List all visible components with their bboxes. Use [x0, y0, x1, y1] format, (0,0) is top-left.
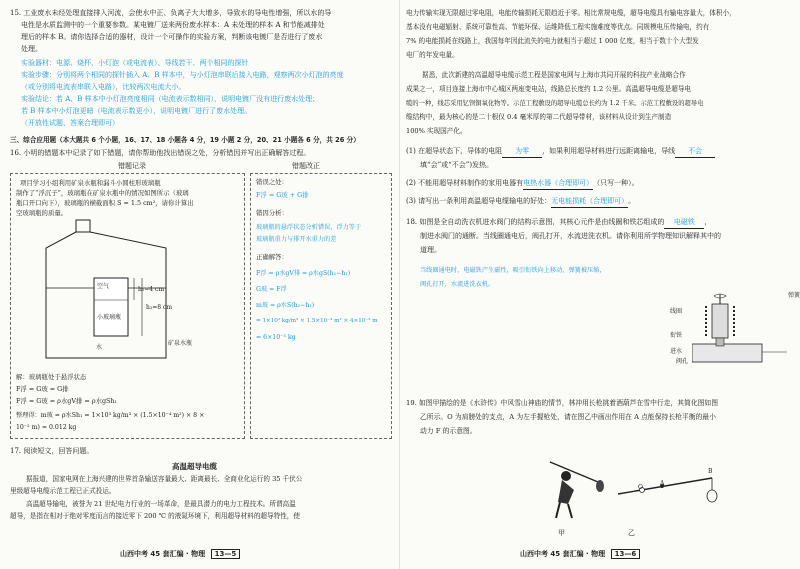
right-footer [520, 549, 640, 559]
cartesian-diver-diagram [16, 218, 241, 363]
q15-line-3: 理后的样本 B。请你选择合适的器材，设计一个可操作的实验方案，判断该电镀厂是否进行了废水 [21, 33, 323, 41]
section-3-title: 三、综合应用题（本大题共 6 个小题，16、17、18 小题各 4 分，19 小题 2 分，20、21 小题各 6 分，共 26 分） [10, 136, 360, 144]
q15-answer-3: （或分别将电流表串联入电路），比较两次电流大小。 [21, 83, 186, 91]
q17-stem: 17. 阅读短文，回答问题。 [10, 447, 94, 455]
valve-label-inlet: 进水 [670, 348, 683, 355]
right-footer-title: 山西中考 45 套汇编 · 物理 [520, 550, 606, 558]
valve-label-armature: 衔铁 [670, 332, 683, 339]
article-cont-4: 电厂的年发电量。 [406, 51, 459, 59]
q19-line-1: 19. 如图甲描绘的是《水浒传》中风雪山神庙的情节，林冲用长枪挑着酒葫芦在雪中行走，其简化图如图 [406, 399, 719, 407]
valve-label-hole: 阀孔 [676, 358, 689, 365]
q15-line-2: 电性是水质监测中的一个重要参数。某电镀厂送来两份废水样本：A 未处理的样本 A 和节能减排处 [21, 21, 325, 29]
q19-line-3: 动力 F 的示意图。 [420, 427, 477, 435]
q17-1-answer: 为零 [502, 146, 542, 158]
q17-1-answer-2: 不会 [675, 146, 715, 158]
article-para-3: 高温超导输电，被誉为 21 世纪电力行业的一场革命，是最具潜力的电力工程技术。所谓高温 [26, 500, 296, 508]
q15-line-1: 15. 工业废水未经处理直接排入河流，会使水中正、负离子大大增多，导致水的导电性增强，所以水的导 [10, 9, 332, 17]
q18-answer-2: 阀孔打开，水流进洗衣机。 [420, 281, 495, 288]
q15-answer-4: 实验结论：若 A、B 样本中小灯泡亮度相同（电流表示数相同），说明电镀厂没有进行废水处理； [21, 95, 320, 103]
q17-2-post: （只写一种）。 [593, 179, 639, 187]
left-page-number: 13—5 [211, 549, 241, 559]
q18-line-3: 道理。 [420, 246, 441, 254]
article-cont-6: 成果之一，项目连接上海市中心城区两座变电站，线路总长度约 1.2 公里。高温超导电缆是超导电 [406, 85, 692, 93]
valve-label-spring: 弹簧 [788, 292, 800, 299]
label-mineral-bottle: 矿泉水瓶 [168, 340, 193, 347]
article-cont-1: 电力传输实现无限超过零电阻，电能传输损耗无限趋近于零。相比常规电缆，超导电缆具有输电容量大，体积小， [406, 9, 736, 17]
q15-answer-1: 实验器材：电源、烧杯、小灯泡（或电流表）、导线若干、两个相同的探针 [21, 59, 249, 67]
q17-2-answer: 电热水器（合理即可） [523, 178, 593, 190]
solution-line-1: 解：玻璃瓶处于悬浮状态 [16, 373, 87, 381]
correction-line-4: 玻璃瓶的悬浮状态分析错误，浮力等于 [256, 224, 362, 231]
q17-question-1 [406, 146, 715, 158]
label-small-bottle: 小玻璃瓶 [97, 314, 122, 321]
q16-col-left: 错题记录 [118, 162, 146, 170]
q19-line-2: 乙所示。O 为肩膀处的支点，A 为左手握枪处，请在图乙中画出作用在 A 点能保持长枪平衡的最小 [420, 413, 716, 421]
problem-line-1: 项目学习小组利用矿泉水瓶和漏斗小圆柱形玻璃瓶 [20, 179, 161, 187]
correction-line-5: 玻璃瓶重力与排开水重力的差 [256, 236, 337, 243]
q17-3-post: 。 [628, 197, 636, 205]
q18-line-1: 18. 如图是全自动洗衣机进水阀门的结构示意图，其核心元件是由线圈和铁芯组成的 电磁铁 ， [406, 217, 711, 229]
lever-point-b: B [708, 468, 713, 475]
solution-line-4: 整理得：m玻 = ρ水Sh₁ = 1×10³ kg/m³ × (1.5×10⁻⁴ m²) × 8 × [16, 412, 205, 419]
label-water: 水 [96, 344, 103, 351]
left-footer [120, 549, 240, 559]
article-cont-2: 基本没有电磁辐射、系统可靠性高、节能环保、运维降低工程实施难度等优点。同规模电压传输电，约有 [406, 23, 710, 31]
article-title: 高温超导电缆 [172, 462, 217, 471]
label-h2: h₂=8 cm [146, 304, 173, 311]
solution-line-3: F浮 = G玻 = ρ水gV排 = ρ水gSh₁ [16, 397, 118, 405]
q18-answer-1: 当线圈通电时，电磁铁产生磁性，吸引衔铁向上移动，弹簧被压缩， [420, 267, 606, 274]
right-page [400, 0, 800, 569]
label-air: 空气 [97, 283, 110, 290]
correction-line-9: m玻 = ρ水S(h₂−h₁) [256, 302, 315, 309]
correction-line-3: 错因分析： [256, 209, 288, 217]
article-para-2: 里级超导电缆示范工程已正式投运。 [10, 487, 116, 495]
q17-3-pre: (3) 请写出一条利用高温超导电缆输电的好处： [406, 197, 552, 205]
q15-line-4: 处理。 [21, 45, 42, 53]
correction-line-10: = 1×10³ kg/m³ × 1.5×10⁻⁴ m² × 4×10⁻² m [256, 318, 378, 324]
problem-line-2: 制作了“浮沉子”，玻璃瓶在矿泉水瓶中的情况如图所示（玻璃 [16, 189, 189, 197]
q17-question-2 [406, 178, 639, 190]
problem-line-3: 瓶口开口向下），玻璃瓶的横截面积 S = 1.5 cm²，请你计算出 [16, 199, 194, 207]
figure-label-jia: 甲 [558, 529, 565, 537]
valve-label-coil: 线圈 [670, 308, 683, 315]
q17-question-1-cont: 填“会”或“不会”)发热。 [420, 161, 494, 169]
q16-col-right: 错题改正 [292, 162, 320, 170]
q17-1-post: ，如果利用超导材料进行远距离输电，导线 [542, 147, 676, 155]
q18-line-1-text: 18. 如图是全自动洗衣机进水阀门的结构示意图，其核心元件是由线圈和铁芯组成的 [406, 218, 665, 226]
correction-line-1: 错误之处： [256, 178, 288, 186]
figure-label-yi: 乙 [628, 529, 635, 537]
left-footer-title: 山西中考 45 套汇编 · 物理 [120, 550, 206, 558]
q17-3-answer: 无电能损耗（合理即可） [551, 196, 628, 208]
q17-1-pre: (1) 在超导状态下，导体的电阻 [406, 147, 503, 155]
valve-diagram [692, 292, 792, 372]
correction-line-11: = 6×10⁻³ kg [256, 334, 296, 341]
q15-answer-5: 若 B 样本中小灯泡更暗（电流表示数更小），说明电镀厂进行了废水处理。 [21, 107, 252, 115]
correction-line-2: F浮 = G玻 + G排 [256, 191, 309, 199]
solution-line-5: 10⁻² m) = 0.012 kg [16, 424, 77, 431]
article-para-1: 据报道，国家电网在上海兴建的世界首条输送容量最大、距离最长、全商业化运行的 35 千伏公 [26, 475, 303, 483]
q15-answer-6: （开放性试题，答案合理即可） [21, 119, 119, 127]
solution-line-2: F浮 = G玻 = G排 [16, 385, 69, 393]
right-page-number: 13—6 [611, 549, 641, 559]
lever-point-a: A [660, 480, 665, 487]
label-h1: h₁=4 cm [138, 286, 165, 293]
correction-line-6: 正确解答： [256, 253, 288, 261]
q18-blank: 电磁铁 [664, 217, 704, 229]
article-para-4: 超导，是指在相对于绝对零度而言的接近零下 200 ℃ 的液氮环境下，利用超导材料的超导特性，使 [10, 512, 300, 520]
correction-line-8: G玻 = F浮 [256, 286, 287, 293]
correction-line-7: F浮 = ρ水gV排 = ρ水gS(h₂−h₁) [256, 270, 351, 277]
q16-stem: 16. 小明的错题本中记录了如下错题，请你帮助他找出错误之处，分析错因并写出正确解答过程。 [10, 149, 311, 157]
lin-chong-figure [540, 454, 610, 524]
article-cont-3: 7% 的电能损耗在线路上，我国每年因此流失的电力就相当于超过 1 000 亿度，相当于数十个大型发 [406, 37, 699, 45]
q17-question-3 [406, 196, 635, 208]
article-cont-9: 100% 实现国产化。 [406, 127, 467, 135]
lever-diagram [612, 464, 722, 524]
q17-2-pre: (2) 不能用超导材料制作的家用电器有 [406, 179, 524, 187]
lever-point-o: O [638, 484, 643, 491]
article-cont-7: 缆的一种，线芯采用钇钡铜氧化物等。示范工程敷设的超导电缆总长约为 1.2 千米。示范工程敷设的超导电 [406, 100, 704, 107]
problem-line-4: 空玻璃瓶的质量。 [16, 209, 68, 217]
article-cont-5: 据悉，此次新建的高温超导电缆示范工程是国家电网与上海市共同开展的科技产业战略合作 [422, 71, 686, 79]
q15-answer-2: 实验步骤：分别将两个相同的探针插入 A、B 样本中，与小灯泡串联后接入电路，观察两次小灯泡的亮度 [21, 71, 344, 79]
article-cont-8: 缆结构中，最为核心的是二十根仅 0.4 毫米厚的第二代超导带材，该材料从设计到生产制造 [406, 113, 672, 121]
q18-line-2: 制进水阀门的通断。当线圈通电后，阀孔打开，水流进洗衣机。请你利用所学物理知识解释其中的 [420, 232, 721, 240]
